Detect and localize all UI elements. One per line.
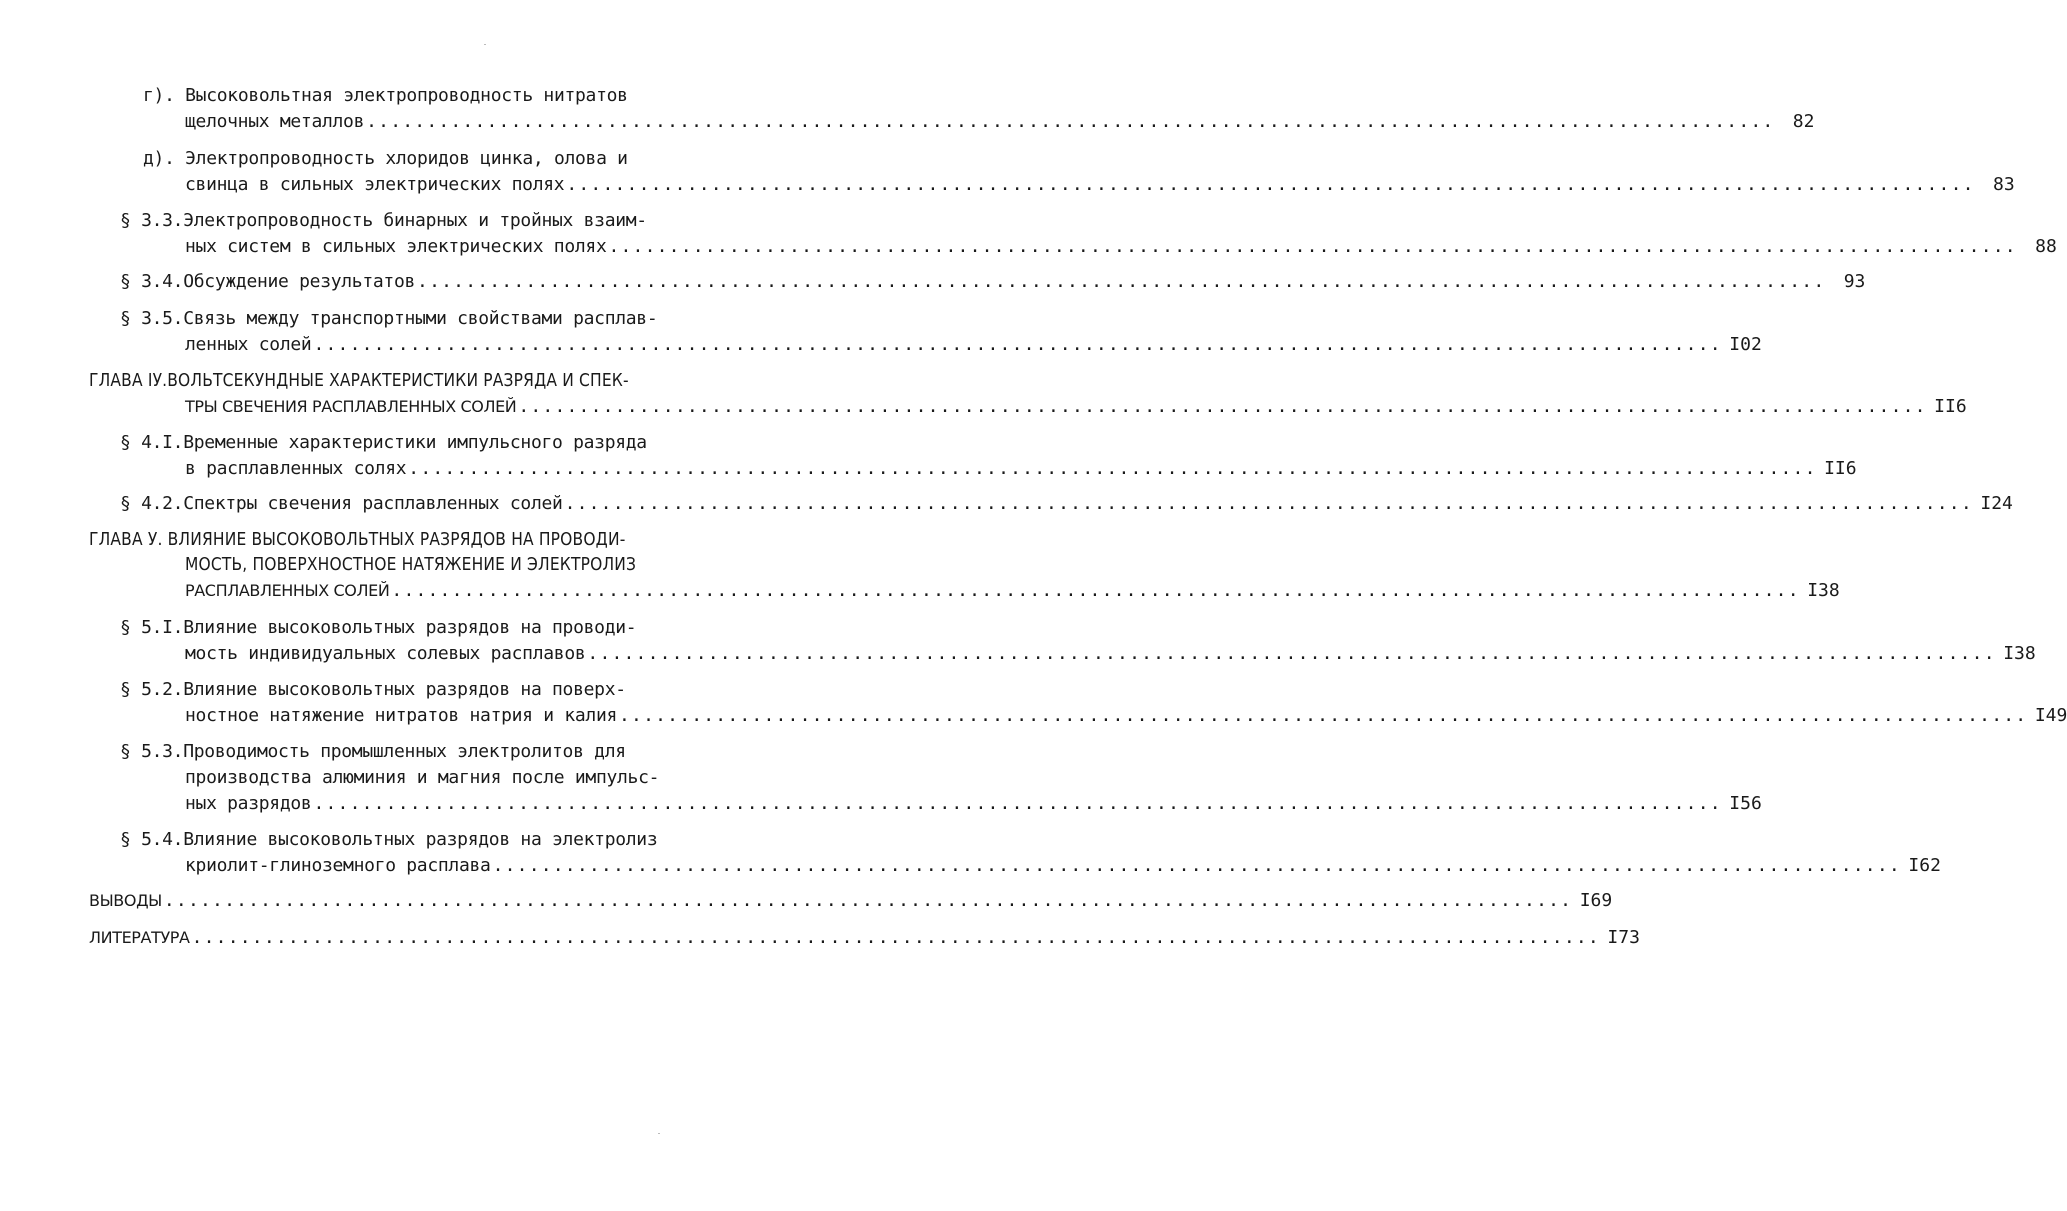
toc-page-number: I24 [1980,493,2013,514]
chapter-heading-line: ГЛАВА У. ВЛИЯНИЕ ВЫСОКОВОЛЬТНЫХ РАЗРЯДОВ НА ПРОВОДИ- [89,529,626,550]
toc-leader-dots: ..................................................................................................................... [366,111,1775,132]
toc-leader-dots: ..................................................................................................................... [587,643,1996,664]
toc-page-number: II6 [1934,396,1967,417]
toc-entry [120,490,2013,518]
toc-entry [89,924,1640,952]
toc-entry-text: ных систем в сильных электрических полях [185,236,607,257]
chapter-heading-line: МОСТЬ, ПОВЕРХНОСТНОЕ НАТЯЖЕНИЕ И ЭЛЕКТРОЛИЗ [185,554,637,575]
toc-leader-dots: ..................................................................................................................... [492,855,1901,876]
toc-entry-text: в расплавленных солях [185,458,407,479]
toc-line: д). Электропроводность хлоридов цинка, олова и [143,148,628,169]
toc-leader-dots: ..................................................................................................................... [417,271,1826,292]
toc-entry-text: § 3.4.Обсуждение результатов [120,271,416,292]
toc-page-number: I49 [2034,705,2067,726]
toc-entry [185,640,2036,668]
toc-page-number: I38 [1807,580,1840,601]
toc-entry [185,455,1857,483]
toc-entry-text: щелочных металлов [185,111,365,132]
toc-page-number: I56 [1729,793,1762,814]
toc-line: § 5.2.Влияние высоковольтных разрядов на поверх- [120,679,626,700]
toc-page-number: I38 [2003,643,2036,664]
toc-leader-dots: ..................................................................................................................... [391,580,1800,601]
toc-entry-text: ЛИТЕРАТУРА [89,928,190,947]
toc-entry [185,171,2015,199]
toc-line: § 3.3.Электропроводность бинарных и тройных взаим- [120,210,647,231]
toc-leader-dots: ..................................................................................................................... [313,334,1722,355]
toc-leader-dots: ..................................................................................................................... [408,458,1817,479]
toc-entry [185,852,1941,880]
toc-line: § 5.4.Влияние высоковольтных разрядов на электролиз [120,829,658,850]
toc-entry [185,577,1840,605]
toc-page-number: I02 [1729,334,1762,355]
toc-entry-text: § 4.2.Спектры свечения расплавленных солей [120,493,563,514]
toc-leader-dots: ..................................................................................................................... [313,793,1722,814]
toc-leader-dots: ..................................................................................................................... [619,705,2028,726]
toc-page-number: I62 [1908,855,1941,876]
toc-line: § 5.3.Проводимость промышленных электролитов для [120,741,626,762]
toc-page-number: I73 [1607,927,1640,948]
toc-entry-text: ных разрядов [185,793,312,814]
toc-page-number: I69 [1579,890,1613,911]
toc-entry-text: ВЫВОДЫ [89,891,162,910]
toc-line: § 5.I.Влияние высоковольтных разрядов на проводи- [120,617,637,638]
toc-entry [185,790,1762,818]
toc-entry-text: свинца в сильных электрических полях [185,174,565,195]
chapter-heading-line: ГЛАВА IУ.ВОЛЬТСЕКУНДНЫЕ ХАРАКТЕРИСТИКИ РАЗРЯДА И СПЕК- [89,370,629,391]
toc-leader-dots: ..................................................................................................................... [191,927,1600,948]
toc-line: § 4.I.Временные характеристики импульсного разряда [120,432,647,453]
scan-speck [484,44,486,45]
toc-line: § 3.5.Связь между транспортными свойствами расплав- [120,308,658,329]
toc-entry-text: ленных солей [185,334,312,355]
toc-entry-text: криолит-глиноземного расплава [185,855,491,876]
toc-leader-dots: ..................................................................................................................... [564,493,1973,514]
toc-entry [185,393,1967,421]
toc-entry [120,268,1866,296]
toc-leader-dots: ..................................................................................................................... [163,890,1573,911]
toc-entry [89,887,1613,915]
toc-page-number: 83 [1992,174,2015,195]
toc-entry [185,702,2067,730]
toc-entry [185,108,1815,136]
scan-speck [658,1133,660,1134]
toc-entry [185,331,1762,359]
toc-page-number: 93 [1843,271,1866,292]
toc-entry [185,233,2057,261]
toc-entry-text: ТРЫ СВЕЧЕНИЯ РАСПЛАВЛЕННЫХ СОЛЕЙ [185,397,517,416]
toc-leader-dots: ..................................................................................................................... [518,396,1927,417]
toc-leader-dots: ..................................................................................................................... [566,174,1975,195]
toc-page-number: 82 [1792,111,1815,132]
toc-entry-text: мость индивидуальных солевых расплавов [185,643,586,664]
toc-line: г). Высоковольтная электропроводность нитратов [143,85,628,106]
toc-leader-dots: ..................................................................................................................... [608,236,2017,257]
toc-entry-text: ностное натяжение нитратов натрия и калия [185,705,618,726]
toc-page-number: II6 [1824,458,1857,479]
toc-page-number: 88 [2035,236,2057,257]
toc-entry-text: РАСПЛАВЛЕННЫХ СОЛЕЙ [185,581,390,600]
toc-line: производства алюминия и магния после импульс- [185,767,660,788]
